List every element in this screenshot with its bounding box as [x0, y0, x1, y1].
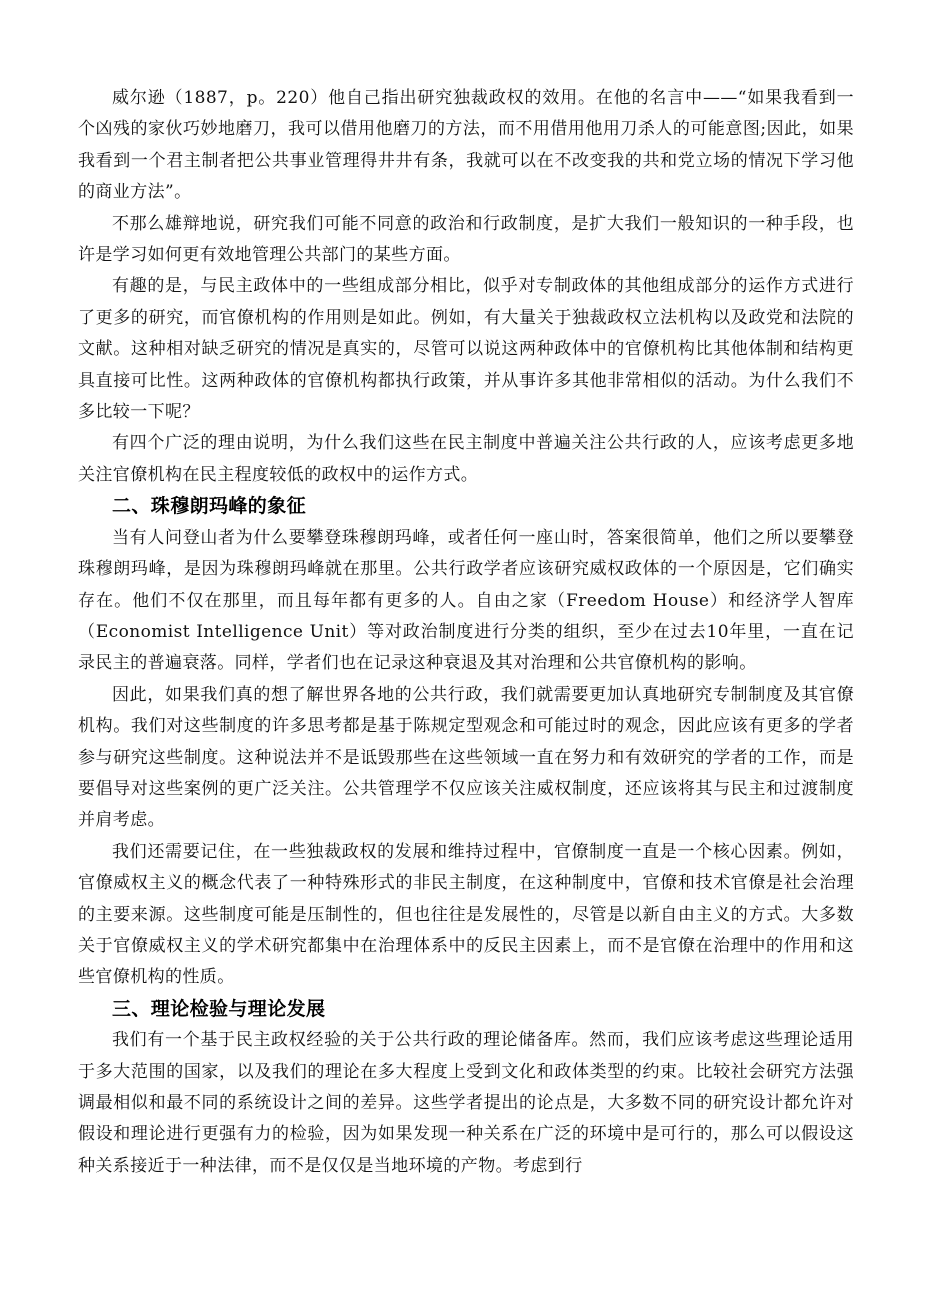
body-paragraph: 我们有一个基于民主政权经验的关于公共行政的理论储备库。然而，我们应该考虑这些理论适用于多大范围的国家，以及我们的理论在多大程度上受到文化和政体类型的约束。比较社会研究方法强调最相似和最不同的系统设计之间的差异。这些学者提出的论点是，大多数不同的研究设计都允许对假设和理论进行更强有力的检验，因为如果发现一种关系在广泛的环境中是可行的，那么可以假设这种关系接近于一种法律，而不是仅仅是当地环境的产物。考虑到行: [78, 1030, 854, 1176]
body-paragraph: 威尔逊（1887，p。220）他自己指出研究独裁政权的效用。在他的名言中——“如果我看到一个凶残的家伙巧妙地磨刀，我可以借用他磨刀的方法，而不用借用他用刀杀人的可能意图;因此，如果我看到一个君主制者把公共事业管理得井井有条，我就可以在不改变我的共和党立场的情况下学习他的商业方法”。: [78, 88, 854, 203]
section-heading: 三、理论检验与理论发展: [112, 997, 326, 1020]
body-paragraph: 不那么雄辩地说，研究我们可能不同意的政治和行政制度，是扩大我们一般知识的一种手段，也许是学习如何更有效地管理公共部门的某些方面。: [78, 213, 854, 266]
document-page: [78, 83, 854, 1182]
section-heading: 二、珠穆朗玛峰的象征: [112, 495, 307, 518]
body-paragraph: 因此，如果我们真的想了解世界各地的公共行政，我们就需要更加认真地研究专制制度及其官僚机构。我们对这些制度的许多思考都是基于陈规定型观念和可能过时的观念，因此应该有更多的学者参与研究这些制度。这种说法并不是诋毁那些在这些领域一直在努力和有效研究的学者的工作，而是要倡导对这些案例的更广泛关注。公共管理学不仅应该关注威权制度，还应该将其与民主和过渡制度并肩考虑。: [78, 684, 854, 831]
body-paragraph: 我们还需要记住，在一些独裁政权的发展和维持过程中，官僚制度一直是一个核心因素。例如，官僚威权主义的概念代表了一种特殊形式的非民主制度，在这种制度中，官僚和技术官僚是社会治理的主要来源。这些制度可能是压制性的，但也往往是发展性的，尽管是以新自由主义的方式。大多数关于官僚威权主义的学术研究都集中在治理体系中的反民主因素上，而不是官僚在治理中的作用和这些官僚机构的性质。: [78, 841, 854, 988]
body-paragraph: 有四个广泛的理由说明，为什么我们这些在民主制度中普遍关注公共行政的人，应该考虑更多地关注官僚机构在民主程度较低的政权中的运作方式。: [78, 433, 854, 485]
body-paragraph: 有趣的是，与民主政体中的一些组成部分相比，似乎对专制政体的其他组成部分的运作方式进行了更多的研究，而官僚机构的作用则是如此。例如，有大量关于独裁政权立法机构以及政党和法院的文献。这种相对缺乏研究的情况是真实的，尽管可以说这两种政体中的官僚机构比其他体制和结构更具直接可比性。这两种政体的官僚机构都执行政策，并从事许多其他非常相似的活动。为什么我们不多比较一下呢？: [78, 276, 854, 423]
body-paragraph: 当有人问登山者为什么要攀登珠穆朗玛峰，或者任何一座山时，答案很简单，他们之所以要攀登珠穆朗玛峰，是因为珠穆朗玛峰就在那里。公共行政学者应该研究威权政体的一个原因是，它们确实存在。他们不仅在那里，而且每年都有更多的人。自由之家（Freedom House）和经济学人智库（Economist Intelligence Unit）等对政治制度进行分类的组织，至少在过去10年里，一直在记录民主的普遍衰落。同样，学者们也在记录这种衰退及其对治理和公共官僚机构的影响。: [78, 527, 854, 674]
